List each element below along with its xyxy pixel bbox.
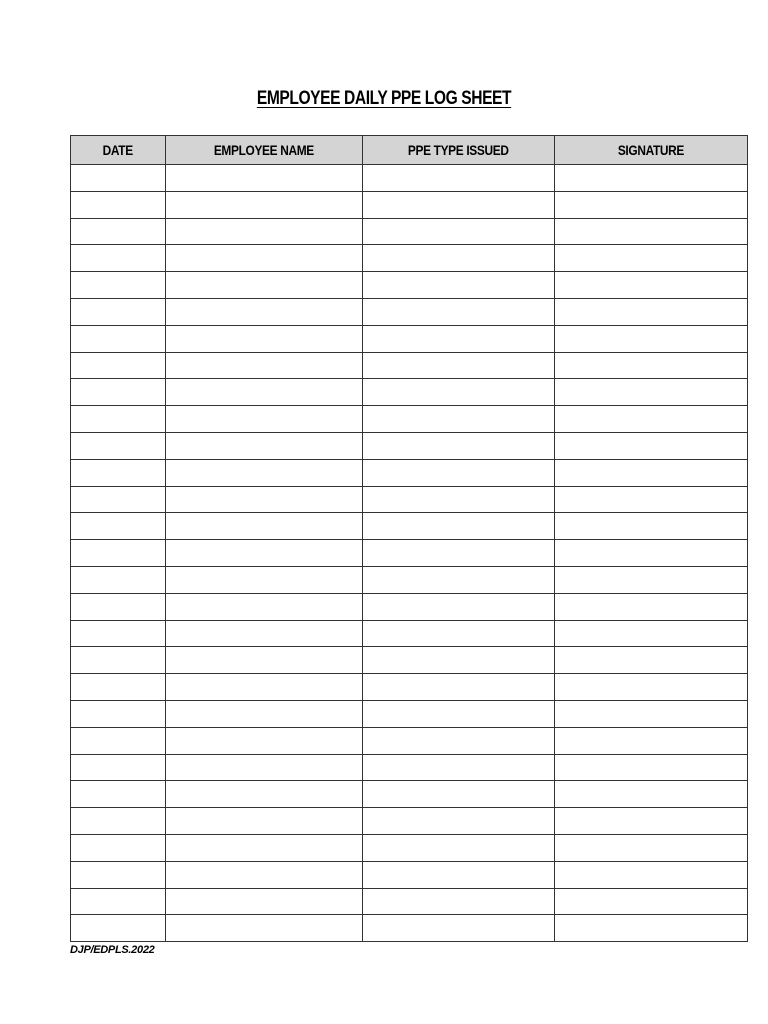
signature-cell [555, 191, 748, 218]
table-row [71, 700, 748, 727]
employee-name-cell [166, 888, 363, 915]
table-row [71, 325, 748, 352]
employee-name-cell [166, 674, 363, 701]
ppe-type-cell [363, 432, 555, 459]
employee-name-cell [166, 379, 363, 406]
table-row [71, 352, 748, 379]
date-cell [71, 620, 166, 647]
date-cell [71, 674, 166, 701]
signature-cell [555, 674, 748, 701]
signature-cell [555, 272, 748, 299]
ppe-type-cell [363, 272, 555, 299]
employee-name-cell [166, 781, 363, 808]
date-cell [71, 325, 166, 352]
table-body [71, 165, 748, 942]
table-row [71, 298, 748, 325]
date-cell [71, 915, 166, 942]
signature-cell [555, 754, 748, 781]
ppe-type-cell [363, 298, 555, 325]
date-cell [71, 540, 166, 567]
signature-cell [555, 513, 748, 540]
column-header-signature: SIGNATURE [555, 136, 748, 165]
ppe-type-cell [363, 218, 555, 245]
signature-cell [555, 593, 748, 620]
table-row [71, 272, 748, 299]
ppe-type-cell [363, 647, 555, 674]
ppe-type-cell [363, 593, 555, 620]
date-cell [71, 566, 166, 593]
signature-cell [555, 781, 748, 808]
table-row [71, 191, 748, 218]
ppe-type-cell [363, 808, 555, 835]
employee-name-cell [166, 165, 363, 192]
employee-name-cell [166, 834, 363, 861]
signature-cell [555, 245, 748, 272]
column-header-date: DATE [71, 136, 166, 165]
signature-cell [555, 861, 748, 888]
date-cell [71, 486, 166, 513]
employee-name-cell [166, 808, 363, 835]
signature-cell [555, 700, 748, 727]
ppe-type-cell [363, 834, 555, 861]
ppe-type-cell [363, 406, 555, 433]
ppe-type-cell [363, 754, 555, 781]
signature-cell [555, 888, 748, 915]
employee-name-cell [166, 459, 363, 486]
date-cell [71, 754, 166, 781]
signature-cell [555, 727, 748, 754]
table-row [71, 647, 748, 674]
date-cell [71, 647, 166, 674]
table-row [71, 781, 748, 808]
ppe-type-cell [363, 165, 555, 192]
table-row [71, 566, 748, 593]
table-row [71, 513, 748, 540]
date-cell [71, 245, 166, 272]
table-row [71, 218, 748, 245]
table-row [71, 620, 748, 647]
employee-name-cell [166, 245, 363, 272]
signature-cell [555, 432, 748, 459]
ppe-type-cell [363, 486, 555, 513]
ppe-type-cell [363, 781, 555, 808]
employee-name-cell [166, 513, 363, 540]
date-cell [71, 781, 166, 808]
ppe-type-cell [363, 727, 555, 754]
ppe-type-cell [363, 325, 555, 352]
employee-name-cell [166, 700, 363, 727]
employee-name-cell [166, 566, 363, 593]
table-row [71, 432, 748, 459]
ppe-type-cell [363, 191, 555, 218]
date-cell [71, 888, 166, 915]
signature-cell [555, 915, 748, 942]
signature-cell [555, 298, 748, 325]
employee-name-cell [166, 486, 363, 513]
employee-name-cell [166, 754, 363, 781]
table-row [71, 379, 748, 406]
employee-name-cell [166, 298, 363, 325]
signature-cell [555, 540, 748, 567]
signature-cell [555, 834, 748, 861]
signature-cell [555, 566, 748, 593]
ppe-log-table [70, 135, 748, 942]
ppe-type-cell [363, 620, 555, 647]
date-cell [71, 379, 166, 406]
ppe-type-cell [363, 566, 555, 593]
employee-name-cell [166, 620, 363, 647]
column-header-employee-name: EMPLOYEE NAME [166, 136, 363, 165]
employee-name-cell [166, 352, 363, 379]
ppe-type-cell [363, 459, 555, 486]
signature-cell [555, 459, 748, 486]
table-header-row [71, 136, 748, 165]
ppe-type-cell [363, 915, 555, 942]
signature-cell [555, 325, 748, 352]
table-row [71, 165, 748, 192]
date-cell [71, 406, 166, 433]
employee-name-cell [166, 593, 363, 620]
ppe-type-cell [363, 513, 555, 540]
date-cell [71, 191, 166, 218]
table-row [71, 459, 748, 486]
employee-name-cell [166, 915, 363, 942]
table-row [71, 808, 748, 835]
date-cell [71, 700, 166, 727]
table-row [71, 834, 748, 861]
ppe-type-cell [363, 700, 555, 727]
signature-cell [555, 379, 748, 406]
date-cell [71, 272, 166, 299]
date-cell [71, 834, 166, 861]
employee-name-cell [166, 325, 363, 352]
signature-cell [555, 620, 748, 647]
signature-cell [555, 647, 748, 674]
employee-name-cell [166, 218, 363, 245]
table-row [71, 406, 748, 433]
page-title [69, 88, 699, 110]
employee-name-cell [166, 272, 363, 299]
ppe-type-cell [363, 888, 555, 915]
ppe-type-cell [363, 674, 555, 701]
employee-name-cell [166, 191, 363, 218]
signature-cell [555, 486, 748, 513]
table-row [71, 888, 748, 915]
ppe-type-cell [363, 379, 555, 406]
date-cell [71, 352, 166, 379]
table-row [71, 727, 748, 754]
signature-cell [555, 165, 748, 192]
employee-name-cell [166, 647, 363, 674]
date-cell [71, 298, 166, 325]
ppe-type-cell [363, 245, 555, 272]
page-title-text: EMPLOYEE DAILY PPE LOG SHEET [256, 88, 512, 109]
date-cell [71, 165, 166, 192]
date-cell [71, 727, 166, 754]
employee-name-cell [166, 406, 363, 433]
column-header-ppe-type-issued: PPE TYPE ISSUED [363, 136, 555, 165]
date-cell [71, 459, 166, 486]
date-cell [71, 432, 166, 459]
table-row [71, 245, 748, 272]
table-row [71, 540, 748, 567]
table-row [71, 915, 748, 942]
employee-name-cell [166, 432, 363, 459]
document-code: DJP/EDPLS.2022 [70, 944, 155, 956]
table-row [71, 593, 748, 620]
employee-name-cell [166, 540, 363, 567]
employee-name-cell [166, 727, 363, 754]
table-row [71, 861, 748, 888]
signature-cell [555, 352, 748, 379]
signature-cell [555, 406, 748, 433]
date-cell [71, 218, 166, 245]
employee-name-cell [166, 861, 363, 888]
date-cell [71, 593, 166, 620]
signature-cell [555, 218, 748, 245]
table-row [71, 486, 748, 513]
ppe-type-cell [363, 861, 555, 888]
ppe-type-cell [363, 352, 555, 379]
ppe-type-cell [363, 540, 555, 567]
date-cell [71, 513, 166, 540]
table-row [71, 754, 748, 781]
date-cell [71, 861, 166, 888]
table-row [71, 674, 748, 701]
signature-cell [555, 808, 748, 835]
date-cell [71, 808, 166, 835]
